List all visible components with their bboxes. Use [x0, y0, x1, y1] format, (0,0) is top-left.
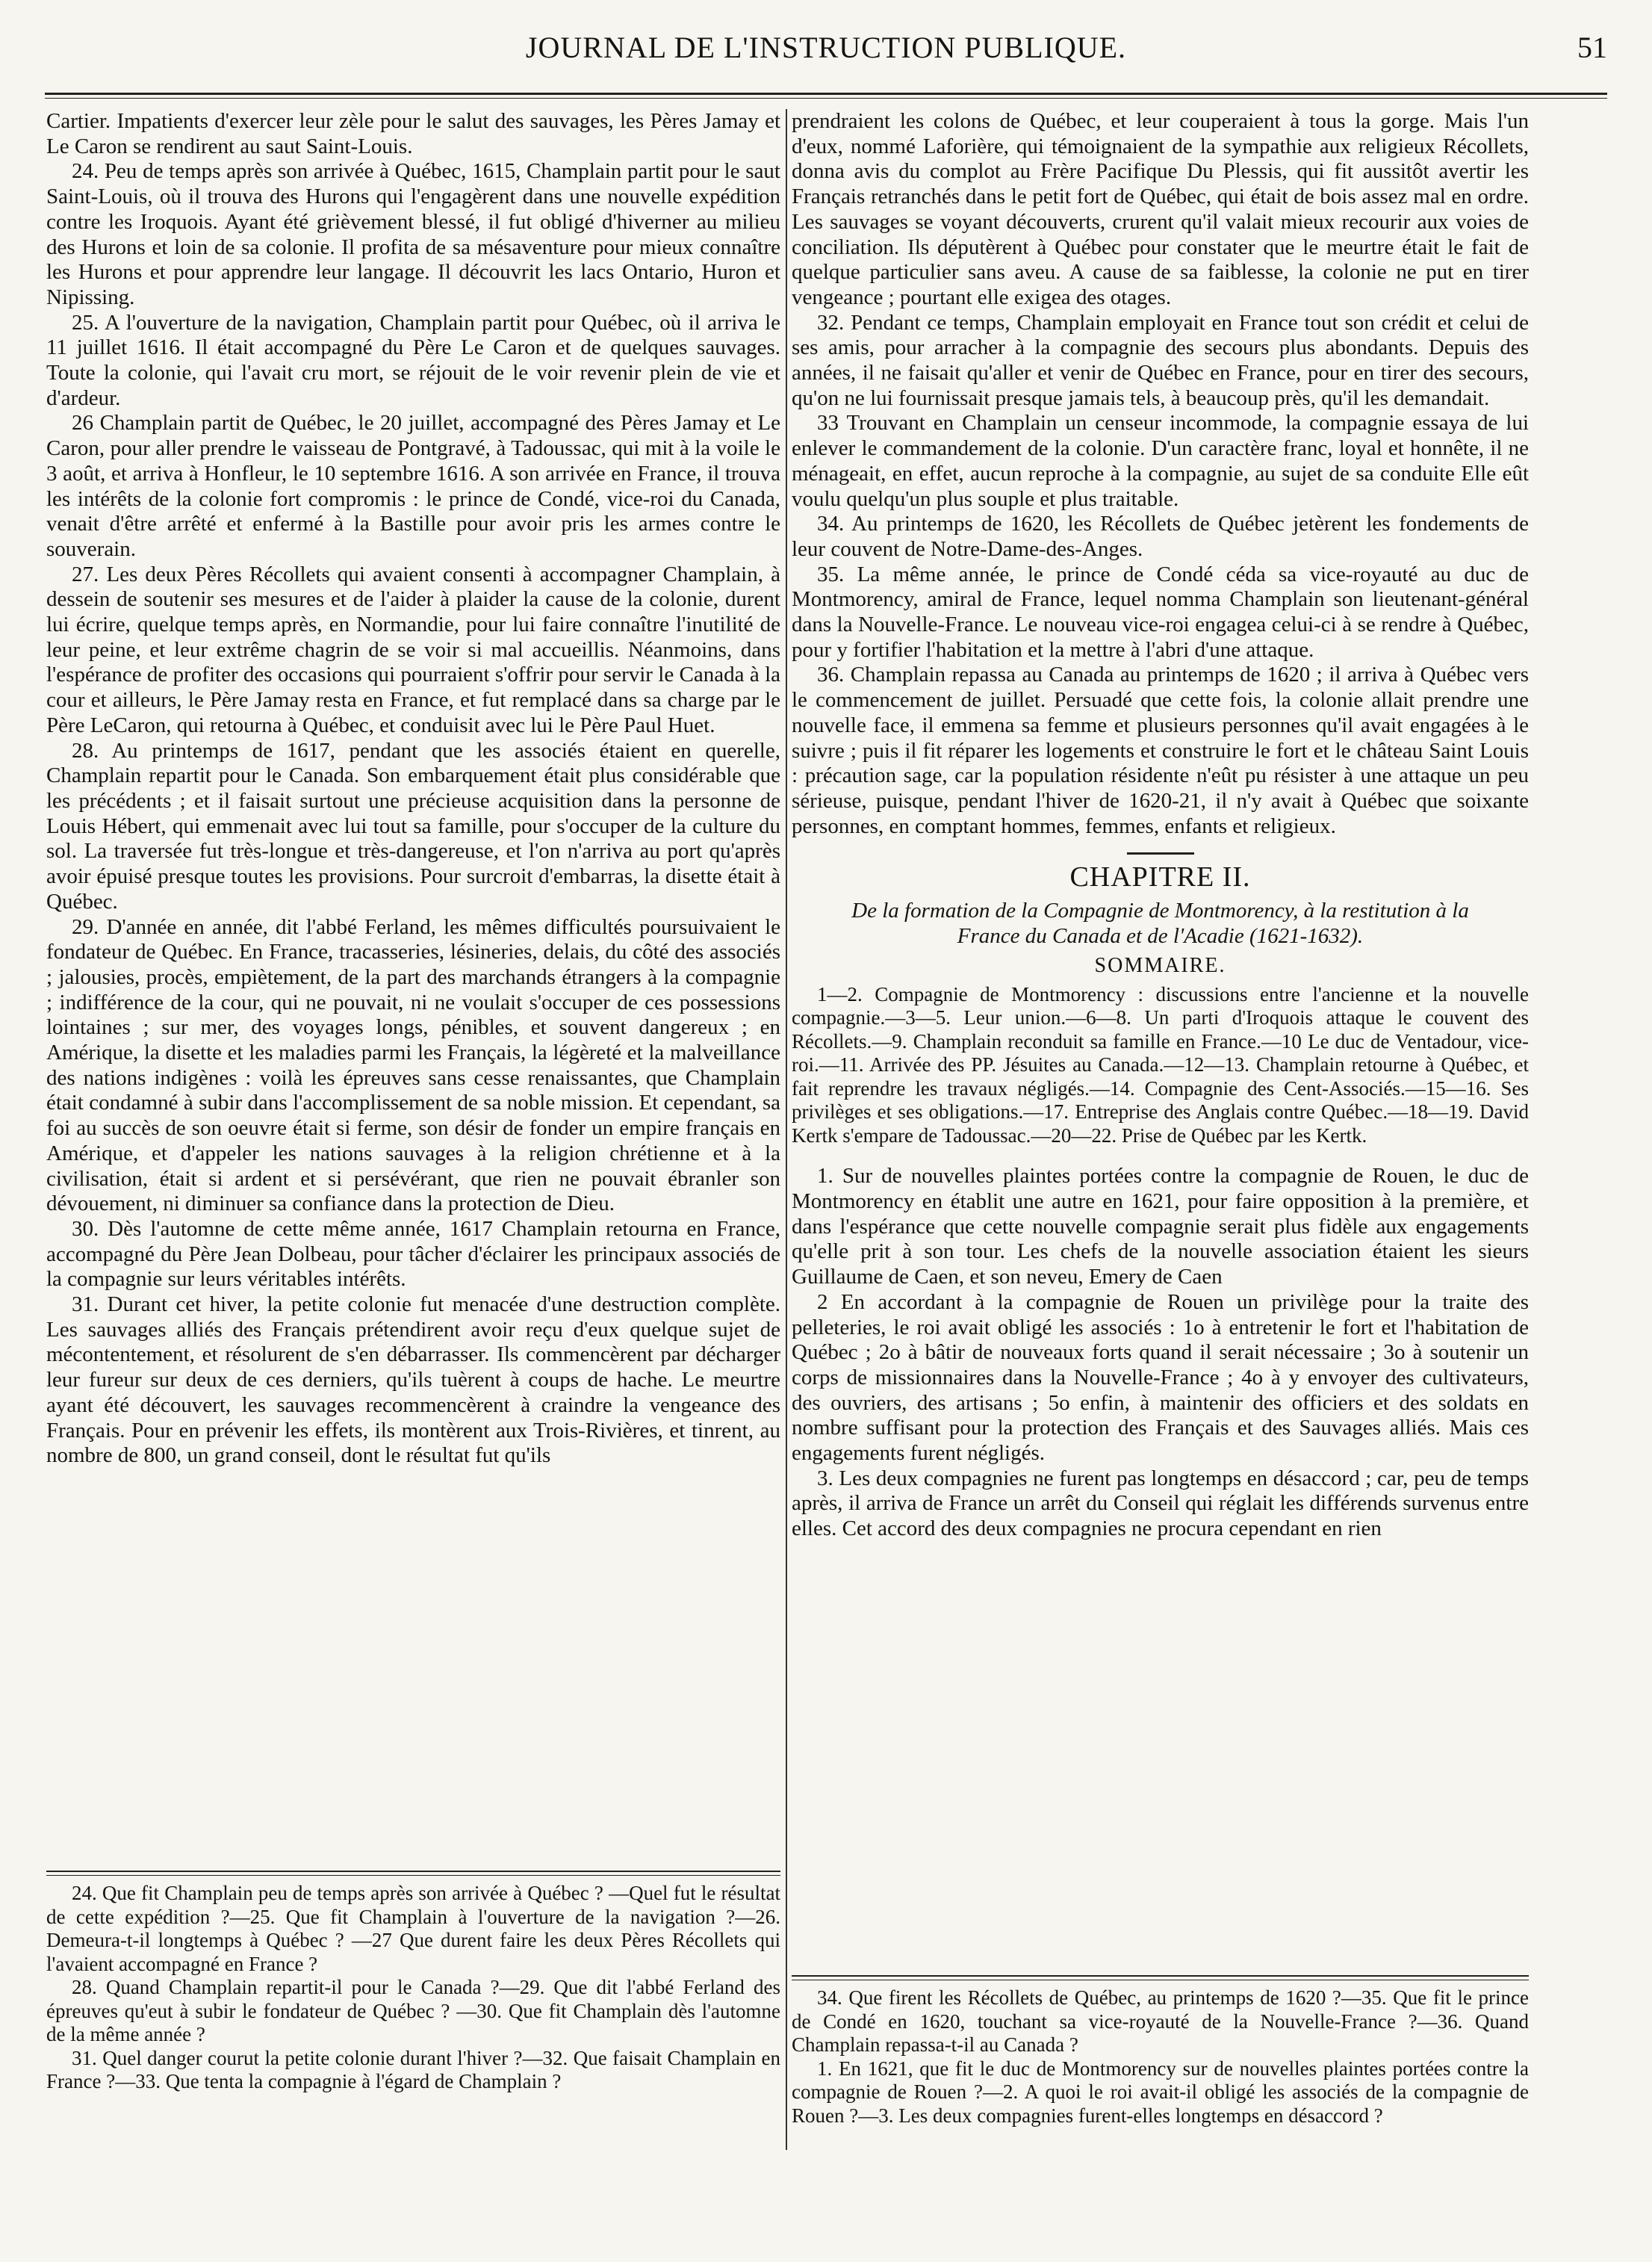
paragraph: 31. Durant cet hiver, la petite colonie fut menacée d'une destruction complète. Les sauvages alliés des Français prétendirent avoir reçu d'eux quelque sujet de mécontentement, et résolurent de s'en débarrasser. Ils commencèrent par décharger leur fureur sur deux de ces derniers, qu'ils tuèrent à coups de hache. Le meurtre ayant été découvert, les sauvages recommencèrent à craindre la vengeance des Français. Pour en prévenir les effets, ils montèrent aux Trois-Rivières, et tinrent, au nombre de 800, un grand conseil, dont le résultat fut qu'ils — [46, 1292, 780, 1468]
left-column — [46, 109, 780, 1469]
paragraph: 27. Les deux Pères Récollets qui avaient consenti à accompagner Champlain, à dessein de soutenir ses mesures et de l'aider à plaider la cause de la colonie, durent lui écrire, quelque temps après, en Normandie, pour lui faire connaître l'inutilité de leur peine, et leur extrême chagrin de se voir si mal accueillis. Néanmoins, dans l'espérance de profiter des occasions qui pourraient s'offrir pour servir le Canada à la cour et ailleurs, le Père Jamay resta en France, et fut remplacé dans sa charge par le Père LeCaron, qui retourna à Québec, et conduisit avec lui le Père Paul Huet. — [46, 562, 780, 737]
paragraph: 26 Champlain partit de Québec, le 20 juillet, accompagné des Pères Jamay et Le Caron, pour aller prendre le vaisseau de Pontgravé, à Tadoussac, qui mit à la voile le 3 août, et arriva à Honfleur, le 10 septembre 1616. A son arrivée en France, il trouva les intérêts de la colonie fort compromis : le prince de Condé, vice-roi du Canada, venait d'être arrêté et enfermé à la Bastille pour avoir pris les armes contre le souverain. — [46, 411, 780, 561]
header-rule-thin — [45, 98, 1607, 99]
paragraph: 28. Au printemps de 1617, pendant que les associés étaient en querelle, Champlain repartit pour le Canada. Son embarquement était plus considérable que les précédents ; et il faisait surtout une précieuse acquisition dans la personne de Louis Hébert, qui emmenait avec lui tout sa famille, pour s'occuper de la culture du sol. La traversée fut très-longue et très-dangereuse, et l'on n'arriva au port qu'après avoir épuisé presque toutes les provisions. Pour surcroit d'embarras, la disette était à Québec. — [46, 738, 780, 914]
paragraph: 25. A l'ouverture de la navigation, Champlain partit pour Québec, où il arriva le 11 juillet 1616. Il était accompagné du Père Le Caron et de quelques sauvages. Toute la colonie, qui l'avait cru mort, se réjouit de le voir revenir plein de vie et d'ardeur. — [46, 310, 780, 410]
column-divider — [786, 109, 787, 2150]
footnote: 34. Que firent les Récollets de Québec, au printemps de 1620 ?—35. Que fit le prince de Condé en 1620, touchant sa vice-royauté de la Nouvelle-France ?—36. Quand Champlain repassa-t-il au Canada ? — [792, 1986, 1529, 2056]
paragraph: 29. D'année en année, dit l'abbé Ferland, les mêmes difficultés poursuivaient le fondateur de Québec. En France, tracasseries, lésineries, delais, du côté des associés ; jalousies, procès, empiètement, de la part des marchands étrangers à la compagnie ; indifférence de la cour, qui ne pouvait, ni ne voulait s'occuper de ces possessions lointaines ; sur mer, des voyages longs, pénibles, et souvent dangereux ; en Amérique, la disette et les maladies parmi les Français, la légèreté et la malveillance des nations indigènes : voilà les épreuves sans cesse renaissantes, que Champlain était condamné à subir dans l'accomplissement de sa noble mission. Et cependant, sa foi au succès de son oeuvre était si ferme, son désir de fonder un empire français en Amérique, et d'appeler les nations sauvages à la religion chrétienne et à la civilisation, était si ardent et si persévérant, que rien ne pouvait ébranler son dévouement, ni diminuer sa confiance dans la protection de Dieu. — [46, 914, 780, 1216]
summary-heading: SOMMAIRE. — [1094, 954, 1226, 978]
right-column — [792, 109, 1529, 1542]
paragraph: 33 Trouvant en Champlain un censeur incommode, la compagnie essaya de lui enlever le commandement de la colonie. D'un caractère franc, loyal et honnête, il ne ménageait, en effet, aucun reproche à la compagnie, au sujet de sa conduite Elle eût voulu quelqu'un plus souple et plus traitable. — [792, 411, 1529, 511]
journal-title: JOURNAL DE L'INSTRUCTION PUBLIQUE. — [525, 31, 1127, 64]
chapter-title: CHAPITRE II. — [1069, 861, 1251, 893]
paragraph: 2 En accordant à la compagnie de Rouen un privilège pour la traite des pelleteries, le roi avait obligé les associés : 1o à entretenir le fort et l'habitation de Québec ; 2o à bâtir de nouveaux forts quand il serait nécessaire ; 3o à soutenir un corps de missionnaires dans la Nouvelle-France ; 4o à y envoyer des cultivateurs, des ouvriers, des artisans ; 5o enfin, à maintenir des officiers et des soldats en nombre suffisant pour la protection des Français et des Sauvages alliés. Mais ces engagements furent négligés. — [792, 1289, 1529, 1466]
chapter-separator — [1127, 852, 1194, 855]
footnote: 28. Quand Champlain repartit-il pour le Canada ?—29. Que dit l'abbé Ferland des épreuves qu'eut à subir le fondateur de Québec ? —30. Que fit Champlain dès l'automne de la même année ? — [46, 1976, 780, 2045]
paragraph: 1. Sur de nouvelles plaintes portées contre la compagnie de Rouen, le duc de Montmorency en établit une autre en 1621, pour faire opposition à la première, et dans l'espérance que cette nouvelle compagnie serait plus fidèle aux engagements qu'elle prit à son tour. Les chefs de la nouvelle association étaient les sieurs Guillaume de Caen, et son neveu, Emery de Caen — [792, 1164, 1529, 1289]
paragraph: 36. Champlain repassa au Canada au printemps de 1620 ; il arriva à Québec vers le commencement de juillet. Persuadé que cette fois, la colonie allait prendre une nouvelle face, il emmena sa femme et plusieurs personnes qu'il avait engagées à le suivre ; puis il fit réparer les logements et construire le fort et le château Saint Louis : précaution sage, car la population résidente n'eût pu résister à une attaque un peu sérieuse, puisque, pendant l'hiver de 1620-21, il n'y avait à Québec que soixante personnes, en comptant hommes, femmes, enfants et religieux. — [792, 663, 1529, 838]
footnote-rule — [792, 1975, 1529, 1977]
paragraph: 24. Peu de temps après son arrivée à Québec, 1615, Champlain partit pour le saut Saint-Louis, où il trouva des Hurons qui l'engagèrent dans une nouvelle expédition contre les Iroquois. Ayant été grièvement blessé, il fut obligé d'hiverner au milieu des Hurons et loin de sa colonie. Il profita de sa mésaventure pour mieux connaître les Hurons et pour apprendre leur langage. Il découvrit les lacs Ontario, Huron et Nipissing. — [46, 159, 780, 309]
paragraph: 32. Pendant ce temps, Champlain employait en France tout son crédit et celui de ses amis, pour arracher à la compagnie des secours plus abondants. Depuis des années, il ne faisait qu'aller et venir de Québec en France, pour en tirer des secours, qu'on ne lui fournissait presque jamais tels, à beaucoup près, qu'il les demandait. — [792, 310, 1529, 410]
footnote-rule — [46, 1871, 780, 1872]
paragraph: 35. La même année, le prince de Condé céda sa vice-royauté au duc de Montmorency, amiral de France, lequel nomma Champlain son lieutenant-général dans la Nouvelle-France. Le nouveau vice-roi engagea celui-ci à se rendre à Québec, pour y fortifier l'habitation et la mettre à l'abri d'une attaque. — [792, 562, 1529, 662]
page-header — [45, 25, 1607, 70]
paragraph: 34. Au printemps de 1620, les Récollets de Québec jetèrent les fondements de leur couvent de Notre-Dame-des-Anges. — [792, 512, 1529, 561]
chapter-subtitle: De la formation de la Compagnie de Montmorency, à la restitution à la France du Canada et de l'Acadie (1621-1632). — [851, 899, 1469, 949]
footnote: 24. Que fit Champlain peu de temps après son arrivée à Québec ? —Quel fut le résultat de cette expédition ?—25. Que fit Champlain à l'ouverture de la navigation ?—26. Demeura-t-il longtemps à Québec ? —27 Que durent faire les deux Pères Récollets qui l'avaient accompagné en France ? — [46, 1882, 780, 1975]
right-footnotes — [792, 1975, 1529, 2128]
paragraph: Cartier. Impatients d'exercer leur zèle pour le salut des sauvages, les Pères Jamay et Le Caron se rendirent au saut Saint-Louis. — [46, 109, 780, 158]
page-number: 51 — [1577, 31, 1607, 64]
header-rule — [45, 93, 1607, 95]
paragraph: 3. Les deux compagnies ne furent pas longtemps en désaccord ; car, peu de temps après, il arriva de France un arrêt du Conseil qui réglait les différends survenus entre elles. Cet accord des deux compagnies ne procura cependant en rien — [792, 1466, 1529, 1541]
footnote: 31. Quel danger courut la petite colonie durant l'hiver ?—32. Que faisait Champlain en France ?—33. Que tenta la compagnie à l'égard de Champlain ? — [46, 2046, 780, 2092]
chapter-summary: 1—2. Compagnie de Montmorency : discussions entre l'ancienne et la nouvelle compagnie.—3—5. Leur union.—6—8. Un parti d'Iroquois attaque le couvent des Récollets.—9. Champlain reconduit sa famille en France.—10 Le duc de Ventadour, vice-roi.—11. Arrivée des PP. Jésuites au Canada.—12—13. Champlain retourne à Québec, et fait reprendre les travaux négligés.—14. Compagnie des Cent-Associés.—15—16. Ses privilèges et ses obligations.—17. Entreprise des Anglais contre Québec.—18—19. David Kertk s'empare de Tadoussac.—20—22. Prise de Québec par les Kertk. — [792, 982, 1529, 1147]
footnote: 1. En 1621, que fit le duc de Montmorency sur de nouvelles plaintes portées contre la compagnie de Rouen ?—2. A quoi le roi avait-il obligé les associés de la compagnie de Rouen ?—3. Les deux compagnies furent-elles longtemps en désaccord ? — [792, 2057, 1529, 2127]
paragraph: prendraient les colons de Québec, et leur couperaient à tous la gorge. Mais l'un d'eux, nommé Laforière, qui témoignaient de la sympathie aux religieux Récollets, donna avis du complot au Frère Pacifique Du Plessis, qui fit aussitôt avertir les Français retranchés dans le petit fort de Québec, qui était de bois assez mal en ordre. Les sauvages se voyant découverts, crurent qu'il valait mieux recourir aux voies de conciliation. Ils députèrent à Québec pour constater que le meurtre était le fait de quelque particulier sans aveu. A cause de sa faiblesse, la colonie ne put en tirer vengeance ; pourtant elle exigea des otages. — [792, 109, 1529, 309]
paragraph: 30. Dès l'automne de cette même année, 1617 Champlain retourna en France, accompagné du Père Jean Dolbeau, pour tâcher d'éclairer les principaux associés de la compagnie sur leurs véritables intérêts. — [46, 1216, 780, 1292]
footnote-rule-thin — [46, 1875, 780, 1876]
left-footnotes — [46, 1871, 780, 2094]
